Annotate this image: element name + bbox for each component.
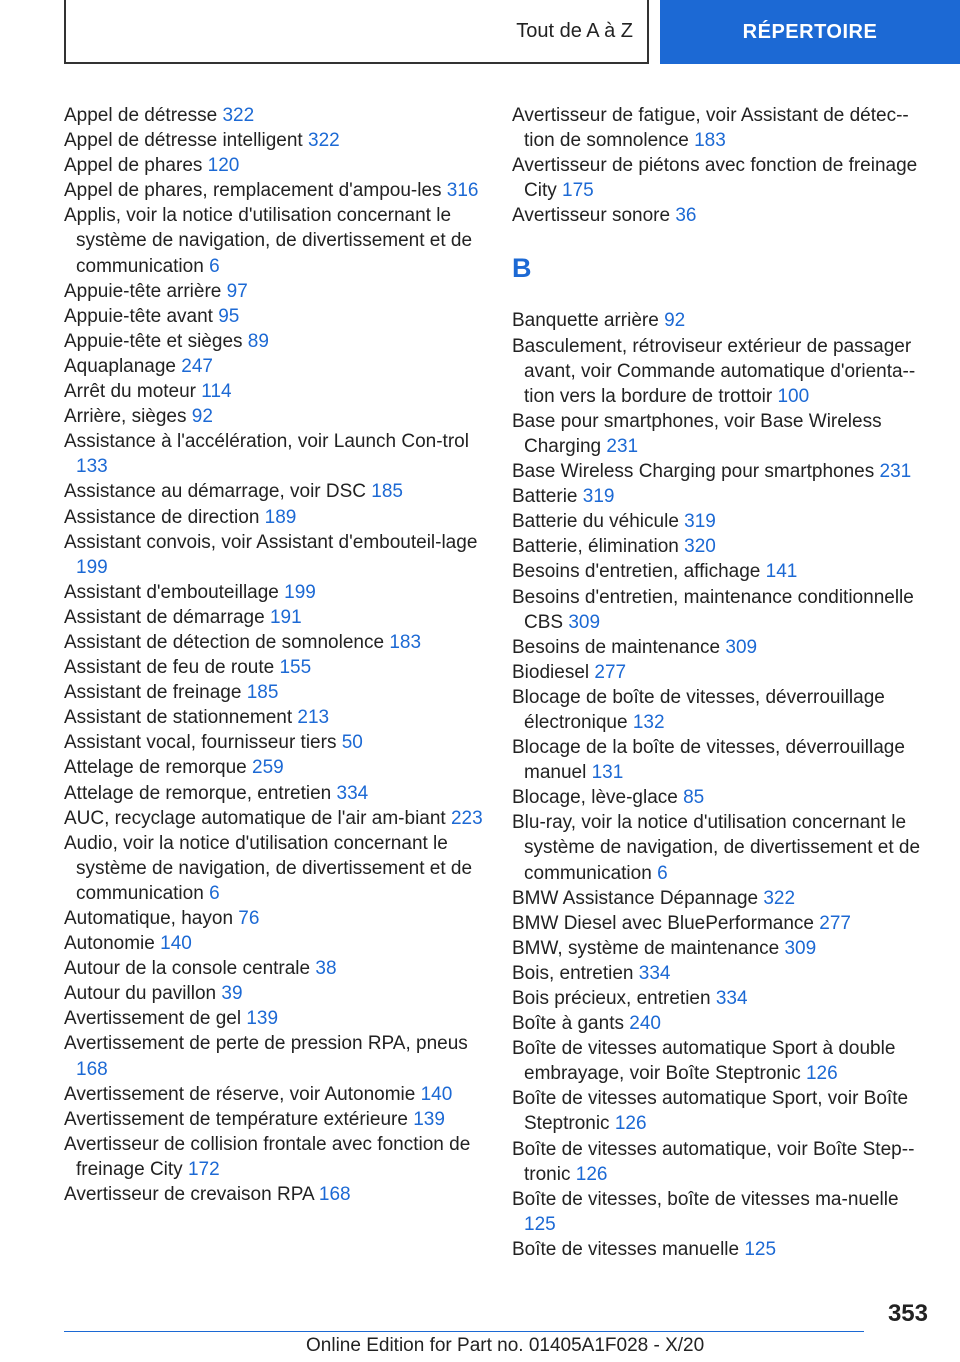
index-column-right <box>512 103 932 1262</box>
index-entry-text: Assistant vocal, fournisseur tiers <box>64 732 337 754</box>
index-entry <box>64 404 484 429</box>
index-entry-page-link[interactable]: 247 <box>181 355 213 377</box>
index-entry-text: Avertisseur de fatigue, voir Assistant de détec-tion de somnolence <box>512 105 909 152</box>
index-entry <box>512 660 932 685</box>
index-entry-page-link[interactable]: 259 <box>252 757 284 779</box>
index-entry <box>64 730 484 755</box>
index-entry-text: Appel de détresse intelligent <box>64 130 303 152</box>
index-entry <box>64 806 484 831</box>
index-entry-page-link[interactable]: 175 <box>562 180 594 202</box>
index-entry <box>64 906 484 931</box>
index-entry <box>64 128 484 153</box>
index-entry-page-link[interactable]: 95 <box>218 305 240 327</box>
index-entry-text: Boîte à gants <box>512 1013 624 1035</box>
index-entry <box>512 585 932 635</box>
index-entry <box>64 203 484 278</box>
index-entry <box>512 1187 932 1237</box>
index-entry <box>64 781 484 806</box>
index-entry <box>64 178 484 203</box>
index-entry-page-link[interactable]: 100 <box>777 385 810 407</box>
index-entry-page-link[interactable]: 334 <box>638 962 671 984</box>
tab-repertoire-label: RÉPERTOIRE <box>742 20 878 43</box>
index-entry-text: BMW, système de maintenance <box>512 937 780 959</box>
index-entry-page-link[interactable]: 309 <box>725 636 758 658</box>
index-entry-text: Besoins de maintenance <box>512 636 721 658</box>
index-entry-page-link[interactable]: 172 <box>187 1158 220 1180</box>
index-entry-text: Batterie du véhicule <box>512 511 679 533</box>
index-entry-page-link[interactable]: 189 <box>264 506 297 528</box>
index-entry-page-link[interactable]: 213 <box>297 707 330 729</box>
index-entry <box>64 655 484 680</box>
index-entry-text: Basculement, rétroviseur extérieur de passager avant, voir Commande automatique d'orienta-tion vers la bordure de trottoir <box>512 335 916 407</box>
index-entry-text: BMW Diesel avec BluePerformance <box>512 912 814 934</box>
index-entry <box>64 956 484 981</box>
index-entry-page-link[interactable]: 231 <box>879 461 912 483</box>
index-entry-page-link[interactable]: 126 <box>805 1063 838 1085</box>
index-entry <box>512 484 932 509</box>
index-entry-text: BMW Assistance Dépannage <box>512 887 759 909</box>
index-entry-text: Arrêt du moteur <box>64 381 196 403</box>
index-entry <box>64 379 484 404</box>
index-entry-text: Boîte de vitesses automatique Sport, voir Boîte Steptronic <box>512 1088 909 1135</box>
index-entry-page-link[interactable]: 319 <box>582 486 615 508</box>
index-entry <box>512 1137 932 1187</box>
index-entry-page-link[interactable]: 76 <box>238 908 260 929</box>
index-entry <box>64 103 484 128</box>
index-entry-text: Boîte de vitesses automatique Sport à double embrayage, voir Boîte Steptronic <box>512 1038 896 1085</box>
index-entry-page-link[interactable]: 139 <box>246 1008 279 1030</box>
index-entry <box>512 785 932 810</box>
index-column-left <box>64 103 484 1207</box>
index-entry-text: Bois, entretien <box>512 962 634 984</box>
index-entry-page-link[interactable]: 120 <box>207 155 240 177</box>
index-entry <box>512 1086 932 1136</box>
index-entry <box>512 308 932 333</box>
index-entry-text: Appel de détresse <box>64 105 218 126</box>
index-entry <box>64 505 484 530</box>
index-entry-text: Assistant d'embouteillage <box>64 581 279 603</box>
tab-tout-de-a-a-z-label: Tout de A à Z <box>516 19 633 42</box>
index-entry-text: Assistant de détection de somnolence <box>64 631 385 653</box>
index-entry-text: Blu-ray, voir la notice d'utilisation concernant le système de navigation, de divertissement et de communication <box>512 812 921 884</box>
index-entry <box>512 685 932 735</box>
index-entry <box>64 831 484 906</box>
index-entry-page-link[interactable]: 185 <box>371 481 403 503</box>
index-entry-page-link[interactable]: 199 <box>76 556 108 578</box>
index-entry-page-link[interactable]: 319 <box>684 511 716 533</box>
index-entry <box>64 580 484 605</box>
index-entry-text: Avertisseur de collision frontale avec fonction de freinage City <box>64 1133 471 1180</box>
footer-edition-text: Online Edition for Part no. 01405A1F028 - X/20 <box>306 1335 705 1356</box>
index-entry <box>512 459 932 484</box>
index-entry-page-link[interactable]: 185 <box>246 682 279 704</box>
index-entry <box>64 605 484 630</box>
index-entry-page-link[interactable]: 126 <box>614 1113 647 1135</box>
index-entry-page-link[interactable]: 191 <box>269 606 302 628</box>
index-entry-page-link[interactable]: 97 <box>226 280 248 302</box>
index-entry <box>512 1237 932 1262</box>
index-entry <box>512 810 932 885</box>
index-entry-text: Attelage de remorque, entretien <box>64 782 332 804</box>
index-entry-text: Blocage, lève-glace <box>512 787 678 809</box>
index-entry-page-link[interactable]: 320 <box>684 536 716 558</box>
index-entry-text: Biodiesel <box>512 661 590 683</box>
index-entry <box>64 931 484 956</box>
index-entry-page-link[interactable]: 277 <box>594 661 627 683</box>
index-entry-page-link[interactable]: 309 <box>568 611 601 633</box>
index-entry <box>64 630 484 655</box>
index-entry-page-link[interactable]: 92 <box>664 310 686 332</box>
index-entry-text: Bois précieux, entretien <box>512 988 711 1009</box>
index-entry <box>64 1107 484 1132</box>
index-entry-text: Assistant de freinage <box>64 682 242 704</box>
index-entry-page-link[interactable]: 322 <box>763 887 796 909</box>
index-entry-text: Assistant convois, voir Assistant d'embouteil-lage <box>64 531 478 553</box>
index-entry-text: Assistance de direction <box>64 506 260 528</box>
index-entry-page-link[interactable]: 126 <box>575 1163 608 1185</box>
index-entry <box>512 911 932 936</box>
index-entry-text: Blocage de la boîte de vitesses, déverrouillage manuel <box>512 737 905 784</box>
index-entry <box>512 936 932 961</box>
index-entry-page-link[interactable]: 155 <box>279 657 312 679</box>
index-entry-page-link[interactable]: 316 <box>446 180 479 202</box>
index-entry-page-link[interactable]: 334 <box>715 988 748 1009</box>
index-entry-page-link[interactable]: 125 <box>524 1213 556 1235</box>
index-entry-page-link[interactable]: 183 <box>389 631 422 653</box>
index-entry-page-link[interactable]: 92 <box>191 406 213 428</box>
index-entry <box>64 1132 484 1182</box>
index-entry-page-link[interactable]: 183 <box>694 130 726 152</box>
index-entry-page-link[interactable]: 309 <box>784 937 817 959</box>
index-entry <box>64 279 484 304</box>
index-entry-text: Automatique, hayon <box>64 908 234 929</box>
index-entry-text: Base pour smartphones, voir Base Wireless Charging <box>512 410 882 457</box>
index-entry <box>64 479 484 504</box>
index-entry-text: Arrière, sièges <box>64 406 187 428</box>
index-entry-page-link[interactable]: 89 <box>247 330 269 352</box>
tab-repertoire[interactable] <box>660 0 960 64</box>
index-entry-text: Appel de phares, remplacement d'ampou-les <box>64 180 442 202</box>
index-entry <box>64 354 484 379</box>
index-entry-page-link[interactable]: 6 <box>657 862 668 884</box>
index-entry-page-link[interactable]: 168 <box>318 1184 351 1206</box>
index-entry <box>512 635 932 660</box>
tab-tout-de-a-a-z[interactable] <box>64 0 649 64</box>
index-entry <box>64 1006 484 1031</box>
index-entry <box>64 530 484 580</box>
index-entry <box>64 680 484 705</box>
index-entry-page-link[interactable]: 38 <box>315 958 337 980</box>
index-entry-page-link[interactable]: 322 <box>308 130 340 152</box>
index-entry <box>64 153 484 178</box>
index-entry-text: Applis, voir la notice d'utilisation concernant le système de navigation, de divertissement et de communication <box>64 205 473 277</box>
index-entry-text: Aquaplanage <box>64 355 176 377</box>
index-entry <box>64 1082 484 1107</box>
index-entry <box>64 329 484 354</box>
index-entry <box>64 304 484 329</box>
index-entry <box>512 509 932 534</box>
index-entry <box>512 1011 932 1036</box>
index-entry-text: Boîte de vitesses automatique, voir Boîte Step-tronic <box>512 1138 915 1185</box>
index-entry-page-link[interactable]: 322 <box>222 105 255 126</box>
index-entry-page-link[interactable]: 50 <box>341 732 363 754</box>
index-entry-text: Appuie-tête arrière <box>64 280 222 302</box>
index-entry-text: Assistance au démarrage, voir DSC <box>64 481 367 503</box>
index-entry-text: Avertissement de température extérieure <box>64 1108 408 1130</box>
index-entry-text: Boîte de vitesses manuelle <box>512 1238 740 1260</box>
index-entry-text: Besoins d'entretien, affichage <box>512 561 761 583</box>
index-entry-page-link[interactable]: 85 <box>683 787 705 809</box>
index-entry-page-link[interactable]: 6 <box>209 882 220 904</box>
index-entry-text: Besoins d'entretien, maintenance conditionnelle CBS <box>512 586 914 633</box>
index-entry <box>512 961 932 986</box>
index-entry-page-link[interactable]: 36 <box>675 205 697 227</box>
index-entry-text: Assistant de feu de route <box>64 657 275 679</box>
index-entry-page-link[interactable]: 223 <box>450 807 483 829</box>
index-entry <box>64 705 484 730</box>
index-entry-text: Assistant de stationnement <box>64 707 293 729</box>
index-entry <box>64 1031 484 1081</box>
index-entry-text: Attelage de remorque <box>64 757 247 779</box>
index-entry-text: Avertissement de réserve, voir Autonomie <box>64 1083 416 1105</box>
index-entry-page-link[interactable]: 125 <box>744 1238 777 1260</box>
page-number: 353 <box>887 1300 928 1327</box>
index-entry-text: Audio, voir la notice d'utilisation concernant le système de navigation, de divertissement et de communication <box>64 832 473 904</box>
index-entry-text: Autonomie <box>64 933 155 955</box>
index-entry <box>512 334 932 409</box>
index-entry-text: AUC, recyclage automatique de l'air am-biant <box>64 807 446 829</box>
index-entry-text: Banquette arrière <box>512 310 659 332</box>
index-entry-page-link[interactable]: 6 <box>209 255 220 277</box>
index-entry-text: Batterie <box>512 486 578 508</box>
index-entry <box>512 409 932 459</box>
index-entry-text: Appuie-tête et sièges <box>64 330 243 352</box>
index-entry-page-link[interactable]: 114 <box>201 381 232 403</box>
index-entry-page-link[interactable]: 141 <box>765 561 798 583</box>
index-entry-text: Avertissement de gel <box>64 1008 242 1030</box>
index-entry-page-link[interactable]: 334 <box>336 782 369 804</box>
footer-divider <box>64 1331 864 1332</box>
index-entry-page-link[interactable]: 231 <box>606 435 639 457</box>
index-entry <box>512 1036 932 1086</box>
index-entry-page-link[interactable]: 240 <box>629 1013 661 1035</box>
index-entry-page-link[interactable]: 140 <box>420 1083 453 1105</box>
index-entry <box>512 534 932 559</box>
index-entry-text: Batterie, élimination <box>512 536 679 558</box>
index-entry-text: Avertisseur sonore <box>512 205 671 227</box>
index-entry <box>512 153 932 203</box>
index-entry-text: Appel de phares <box>64 155 203 177</box>
index-entry <box>512 103 932 153</box>
index-entry-page-link[interactable]: 131 <box>591 762 624 784</box>
index-entry-text: Autour de la console centrale <box>64 958 311 980</box>
index-entry <box>512 203 932 228</box>
index-entry-page-link[interactable]: 199 <box>284 581 316 603</box>
index-entry-page-link[interactable]: 140 <box>160 933 192 955</box>
index-entry-page-link[interactable]: 277 <box>819 912 851 934</box>
index-entry <box>64 1182 484 1207</box>
index-entry <box>512 559 932 584</box>
index-entry-page-link[interactable]: 168 <box>76 1058 108 1080</box>
index-entry-text: Base Wireless Charging pour smartphones <box>512 461 875 483</box>
index-entry <box>64 429 484 479</box>
index-entry-page-link[interactable]: 139 <box>413 1108 445 1130</box>
index-entry-text: Assistant de démarrage <box>64 606 265 628</box>
section-letter-heading: B <box>512 253 532 284</box>
index-entry-text: Blocage de boîte de vitesses, déverrouillage électronique <box>512 686 885 733</box>
index-entry-text: Boîte de vitesses, boîte de vitesses ma-nuelle <box>512 1188 899 1210</box>
index-entry-page-link[interactable]: 39 <box>221 983 243 1005</box>
index-entry <box>512 986 932 1011</box>
index-entry-page-link[interactable]: 132 <box>632 711 665 733</box>
index-entry <box>64 981 484 1006</box>
index-entry-text: Autour du pavillon <box>64 983 217 1005</box>
index-entry <box>64 755 484 780</box>
index-entry <box>512 735 932 785</box>
index-entry-text: Assistance à l'accélération, voir Launch Con-trol <box>64 431 469 453</box>
index-entry <box>512 886 932 911</box>
index-entry-text: Appuie-tête avant <box>64 305 213 327</box>
index-entry-page-link[interactable]: 133 <box>76 456 108 478</box>
index-entry-text: Avertisseur de crevaison RPA <box>64 1184 314 1206</box>
index-entry-text: Avertissement de perte de pression RPA, pneus <box>64 1033 468 1055</box>
index-entry-text: Avertisseur de piétons avec fonction de freinage City <box>512 155 918 202</box>
